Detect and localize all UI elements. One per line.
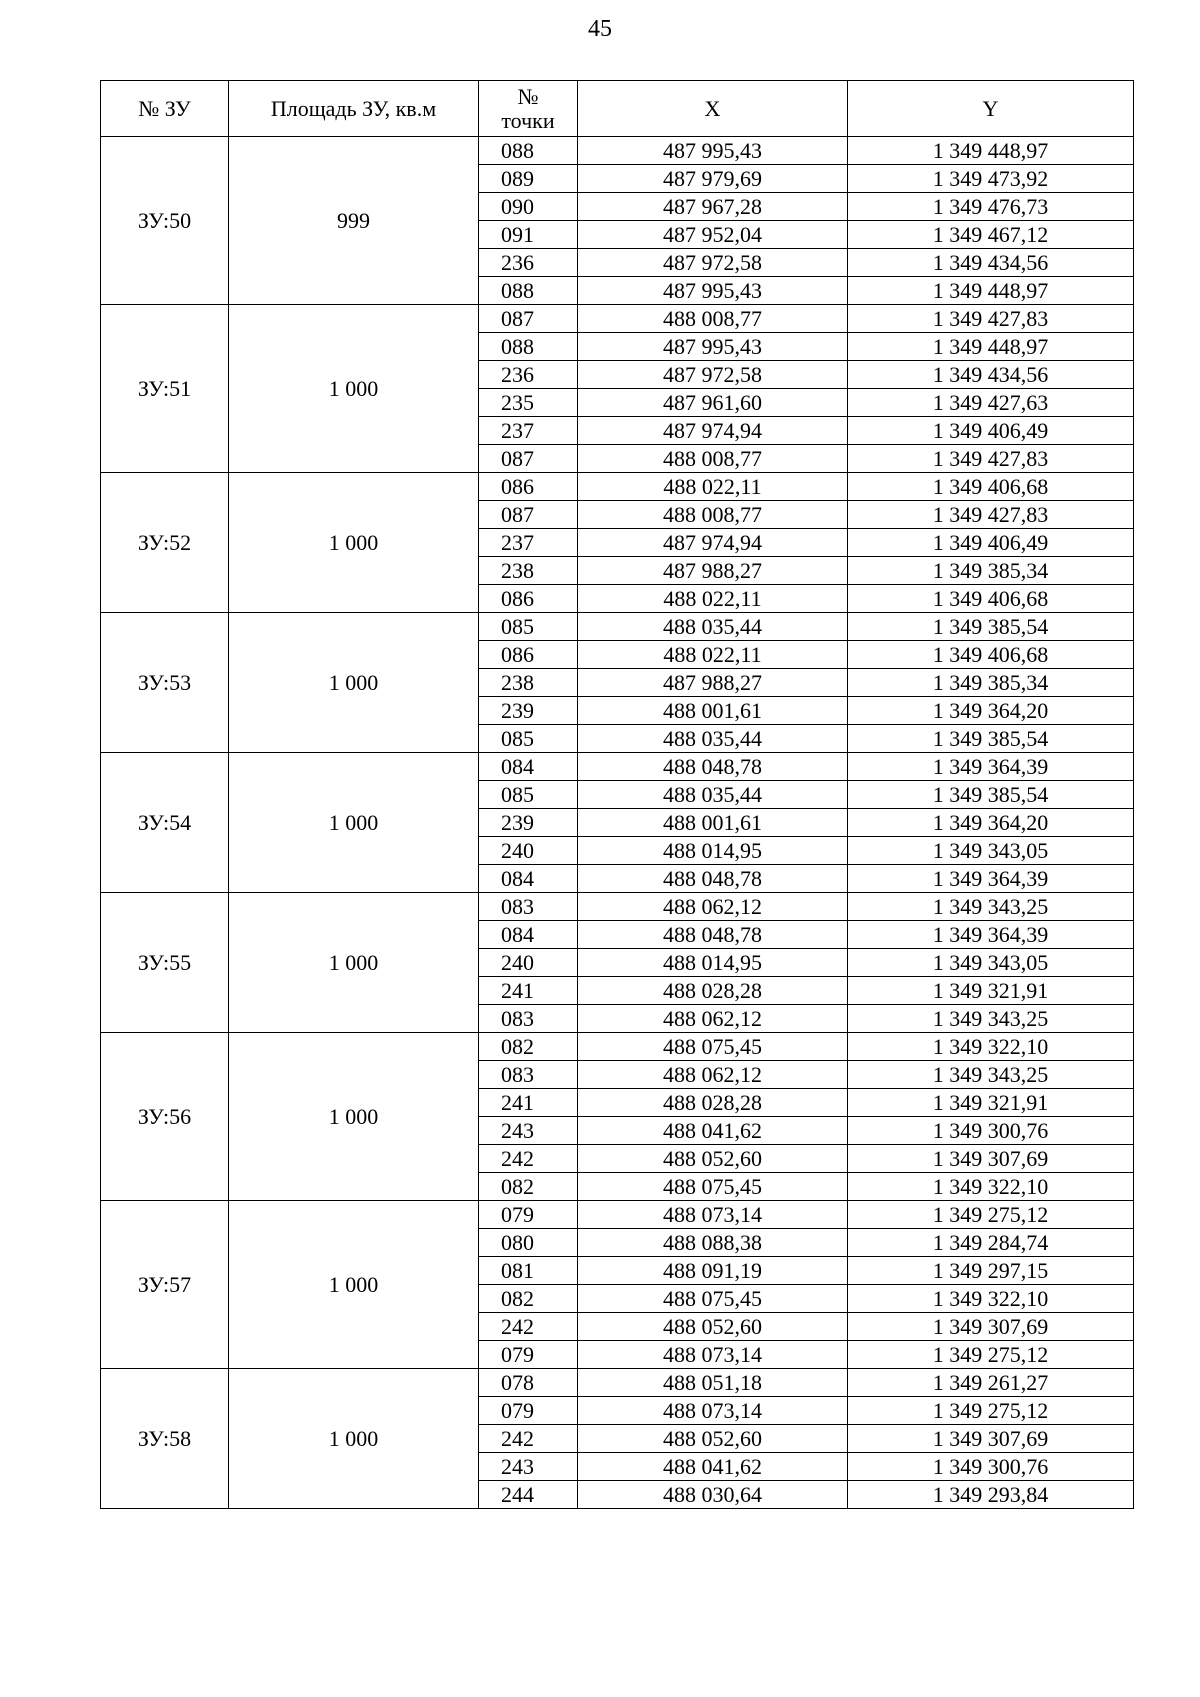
x-coordinate-cell: 487 972,58	[578, 361, 848, 389]
point-number-cell: 238	[479, 669, 578, 697]
y-coordinate-cell: 1 349 322,10	[848, 1033, 1134, 1061]
x-coordinate-cell: 488 073,14	[578, 1397, 848, 1425]
point-number-cell: 082	[479, 1285, 578, 1313]
point-number-cell: 090	[479, 193, 578, 221]
x-coordinate-cell: 488 028,28	[578, 1089, 848, 1117]
y-coordinate-cell: 1 349 364,39	[848, 865, 1134, 893]
point-number-cell: 086	[479, 473, 578, 501]
parcel-area-cell: 1 000	[229, 305, 479, 473]
point-number-cell: 236	[479, 249, 578, 277]
y-coordinate-cell: 1 349 427,83	[848, 501, 1134, 529]
y-coordinate-cell: 1 349 448,97	[848, 277, 1134, 305]
point-number-cell: 091	[479, 221, 578, 249]
point-number-cell: 086	[479, 641, 578, 669]
header-area: Площадь ЗУ, кв.м	[229, 81, 479, 137]
y-coordinate-cell: 1 349 275,12	[848, 1397, 1134, 1425]
header-point-number-line2: точки	[501, 107, 555, 133]
point-number-cell: 084	[479, 865, 578, 893]
point-number-cell: 087	[479, 445, 578, 473]
parcel-number-cell: ЗУ:53	[101, 613, 229, 753]
x-coordinate-cell: 488 073,14	[578, 1341, 848, 1369]
x-coordinate-cell: 488 008,77	[578, 501, 848, 529]
point-number-cell: 241	[479, 977, 578, 1005]
point-number-cell: 085	[479, 781, 578, 809]
x-coordinate-cell: 488 048,78	[578, 865, 848, 893]
y-coordinate-cell: 1 349 364,39	[848, 921, 1134, 949]
x-coordinate-cell: 487 988,27	[578, 557, 848, 585]
y-coordinate-cell: 1 349 427,83	[848, 305, 1134, 333]
y-coordinate-cell: 1 349 434,56	[848, 361, 1134, 389]
x-coordinate-cell: 488 035,44	[578, 725, 848, 753]
x-coordinate-cell: 488 001,61	[578, 809, 848, 837]
point-number-cell: 083	[479, 893, 578, 921]
point-number-cell: 235	[479, 389, 578, 417]
y-coordinate-cell: 1 349 448,97	[848, 137, 1134, 165]
point-number-cell: 244	[479, 1481, 578, 1509]
point-number-cell: 240	[479, 837, 578, 865]
parcel-number-cell: ЗУ:56	[101, 1033, 229, 1201]
header-zu-number: № ЗУ	[101, 81, 229, 137]
point-number-cell: 084	[479, 921, 578, 949]
x-coordinate-cell: 487 979,69	[578, 165, 848, 193]
table-header	[101, 81, 1134, 137]
point-number-cell: 082	[479, 1033, 578, 1061]
y-coordinate-cell: 1 349 343,25	[848, 893, 1134, 921]
parcel-number-cell: ЗУ:52	[101, 473, 229, 613]
point-number-cell: 087	[479, 305, 578, 333]
x-coordinate-cell: 487 995,43	[578, 137, 848, 165]
table-row	[101, 1201, 1134, 1229]
parcel-area-cell: 1 000	[229, 613, 479, 753]
x-coordinate-cell: 488 035,44	[578, 613, 848, 641]
x-coordinate-cell: 488 052,60	[578, 1313, 848, 1341]
y-coordinate-cell: 1 349 473,92	[848, 165, 1134, 193]
parcel-number-cell: ЗУ:51	[101, 305, 229, 473]
point-number-cell: 242	[479, 1145, 578, 1173]
x-coordinate-cell: 487 995,43	[578, 333, 848, 361]
point-number-cell: 086	[479, 585, 578, 613]
x-coordinate-cell: 488 030,64	[578, 1481, 848, 1509]
y-coordinate-cell: 1 349 275,12	[848, 1201, 1134, 1229]
y-coordinate-cell: 1 349 343,25	[848, 1005, 1134, 1033]
point-number-cell: 241	[479, 1089, 578, 1117]
x-coordinate-cell: 488 008,77	[578, 445, 848, 473]
x-coordinate-cell: 488 088,38	[578, 1229, 848, 1257]
header-y: Y	[848, 81, 1134, 137]
x-coordinate-cell: 488 048,78	[578, 753, 848, 781]
y-coordinate-cell: 1 349 434,56	[848, 249, 1134, 277]
x-coordinate-cell: 488 062,12	[578, 1005, 848, 1033]
table-row	[101, 305, 1134, 333]
y-coordinate-cell: 1 349 427,63	[848, 389, 1134, 417]
point-number-cell: 081	[479, 1257, 578, 1285]
y-coordinate-cell: 1 349 385,54	[848, 725, 1134, 753]
header-point-number	[479, 81, 578, 137]
point-number-cell: 084	[479, 753, 578, 781]
y-coordinate-cell: 1 349 322,10	[848, 1285, 1134, 1313]
x-coordinate-cell: 487 974,94	[578, 417, 848, 445]
x-coordinate-cell: 487 972,58	[578, 249, 848, 277]
y-coordinate-cell: 1 349 385,54	[848, 781, 1134, 809]
point-number-cell: 237	[479, 529, 578, 557]
table-row	[101, 137, 1134, 165]
point-number-cell: 080	[479, 1229, 578, 1257]
y-coordinate-cell: 1 349 307,69	[848, 1313, 1134, 1341]
y-coordinate-cell: 1 349 343,05	[848, 949, 1134, 977]
y-coordinate-cell: 1 349 427,83	[848, 445, 1134, 473]
x-coordinate-cell: 487 988,27	[578, 669, 848, 697]
point-number-cell: 088	[479, 277, 578, 305]
point-number-cell: 239	[479, 809, 578, 837]
x-coordinate-cell: 487 995,43	[578, 277, 848, 305]
y-coordinate-cell: 1 349 406,68	[848, 473, 1134, 501]
point-number-cell: 079	[479, 1341, 578, 1369]
x-coordinate-cell: 488 075,45	[578, 1285, 848, 1313]
parcel-area-cell: 1 000	[229, 1033, 479, 1201]
point-number-cell: 078	[479, 1369, 578, 1397]
x-coordinate-cell: 488 075,45	[578, 1033, 848, 1061]
table-row	[101, 753, 1134, 781]
y-coordinate-cell: 1 349 343,05	[848, 837, 1134, 865]
parcel-number-cell: ЗУ:58	[101, 1369, 229, 1509]
x-coordinate-cell: 487 967,28	[578, 193, 848, 221]
coordinates-table	[100, 80, 1134, 1509]
x-coordinate-cell: 488 091,19	[578, 1257, 848, 1285]
y-coordinate-cell: 1 349 385,54	[848, 613, 1134, 641]
point-number-cell: 085	[479, 725, 578, 753]
y-coordinate-cell: 1 349 321,91	[848, 1089, 1134, 1117]
point-number-cell: 239	[479, 697, 578, 725]
point-number-cell: 238	[479, 557, 578, 585]
x-coordinate-cell: 488 052,60	[578, 1145, 848, 1173]
y-coordinate-cell: 1 349 385,34	[848, 669, 1134, 697]
header-row	[101, 81, 1134, 137]
point-number-cell: 243	[479, 1117, 578, 1145]
y-coordinate-cell: 1 349 406,68	[848, 585, 1134, 613]
table-row	[101, 473, 1134, 501]
y-coordinate-cell: 1 349 321,91	[848, 977, 1134, 1005]
x-coordinate-cell: 488 022,11	[578, 585, 848, 613]
x-coordinate-cell: 488 062,12	[578, 893, 848, 921]
y-coordinate-cell: 1 349 364,20	[848, 697, 1134, 725]
x-coordinate-cell: 488 014,95	[578, 837, 848, 865]
y-coordinate-cell: 1 349 297,15	[848, 1257, 1134, 1285]
parcel-number-cell: ЗУ:57	[101, 1201, 229, 1369]
x-coordinate-cell: 488 075,45	[578, 1173, 848, 1201]
parcel-number-cell: ЗУ:55	[101, 893, 229, 1033]
parcel-number-cell: ЗУ:50	[101, 137, 229, 305]
y-coordinate-cell: 1 349 406,49	[848, 529, 1134, 557]
page-number: 45	[588, 16, 612, 42]
y-coordinate-cell: 1 349 364,39	[848, 753, 1134, 781]
parcel-area-cell: 999	[229, 137, 479, 305]
table-body	[101, 137, 1134, 1509]
point-number-cell: 088	[479, 137, 578, 165]
parcel-area-cell: 1 000	[229, 473, 479, 613]
x-coordinate-cell: 488 062,12	[578, 1061, 848, 1089]
x-coordinate-cell: 488 051,18	[578, 1369, 848, 1397]
parcel-area-cell: 1 000	[229, 893, 479, 1033]
y-coordinate-cell: 1 349 322,10	[848, 1173, 1134, 1201]
table-row	[101, 1033, 1134, 1061]
x-coordinate-cell: 488 014,95	[578, 949, 848, 977]
point-number-cell: 240	[479, 949, 578, 977]
header-x: X	[578, 81, 848, 137]
parcel-area-cell: 1 000	[229, 753, 479, 893]
point-number-cell: 079	[479, 1201, 578, 1229]
parcel-area-cell: 1 000	[229, 1201, 479, 1369]
x-coordinate-cell: 488 073,14	[578, 1201, 848, 1229]
table-row	[101, 613, 1134, 641]
y-coordinate-cell: 1 349 364,20	[848, 809, 1134, 837]
point-number-cell: 242	[479, 1313, 578, 1341]
header-point-number-line1: №	[517, 83, 539, 109]
y-coordinate-cell: 1 349 275,12	[848, 1341, 1134, 1369]
point-number-cell: 082	[479, 1173, 578, 1201]
point-number-cell: 083	[479, 1061, 578, 1089]
point-number-cell: 083	[479, 1005, 578, 1033]
y-coordinate-cell: 1 349 307,69	[848, 1425, 1134, 1453]
parcel-area-cell: 1 000	[229, 1369, 479, 1509]
point-number-cell: 242	[479, 1425, 578, 1453]
y-coordinate-cell: 1 349 343,25	[848, 1061, 1134, 1089]
parcel-number-cell: ЗУ:54	[101, 753, 229, 893]
point-number-cell: 079	[479, 1397, 578, 1425]
x-coordinate-cell: 487 952,04	[578, 221, 848, 249]
point-number-cell: 085	[479, 613, 578, 641]
y-coordinate-cell: 1 349 467,12	[848, 221, 1134, 249]
x-coordinate-cell: 488 041,62	[578, 1117, 848, 1145]
x-coordinate-cell: 488 048,78	[578, 921, 848, 949]
y-coordinate-cell: 1 349 261,27	[848, 1369, 1134, 1397]
x-coordinate-cell: 487 961,60	[578, 389, 848, 417]
point-number-cell: 087	[479, 501, 578, 529]
point-number-cell: 237	[479, 417, 578, 445]
y-coordinate-cell: 1 349 307,69	[848, 1145, 1134, 1173]
x-coordinate-cell: 488 035,44	[578, 781, 848, 809]
y-coordinate-cell: 1 349 448,97	[848, 333, 1134, 361]
x-coordinate-cell: 488 022,11	[578, 641, 848, 669]
point-number-cell: 243	[479, 1453, 578, 1481]
x-coordinate-cell: 487 974,94	[578, 529, 848, 557]
x-coordinate-cell: 488 022,11	[578, 473, 848, 501]
point-number-cell: 236	[479, 361, 578, 389]
y-coordinate-cell: 1 349 406,49	[848, 417, 1134, 445]
x-coordinate-cell: 488 008,77	[578, 305, 848, 333]
y-coordinate-cell: 1 349 406,68	[848, 641, 1134, 669]
y-coordinate-cell: 1 349 476,73	[848, 193, 1134, 221]
y-coordinate-cell: 1 349 293,84	[848, 1481, 1134, 1509]
x-coordinate-cell: 488 041,62	[578, 1453, 848, 1481]
y-coordinate-cell: 1 349 300,76	[848, 1453, 1134, 1481]
y-coordinate-cell: 1 349 385,34	[848, 557, 1134, 585]
y-coordinate-cell: 1 349 284,74	[848, 1229, 1134, 1257]
x-coordinate-cell: 488 028,28	[578, 977, 848, 1005]
point-number-cell: 089	[479, 165, 578, 193]
x-coordinate-cell: 488 001,61	[578, 697, 848, 725]
table-row	[101, 893, 1134, 921]
y-coordinate-cell: 1 349 300,76	[848, 1117, 1134, 1145]
point-number-cell: 088	[479, 333, 578, 361]
x-coordinate-cell: 488 052,60	[578, 1425, 848, 1453]
table-row	[101, 1369, 1134, 1397]
